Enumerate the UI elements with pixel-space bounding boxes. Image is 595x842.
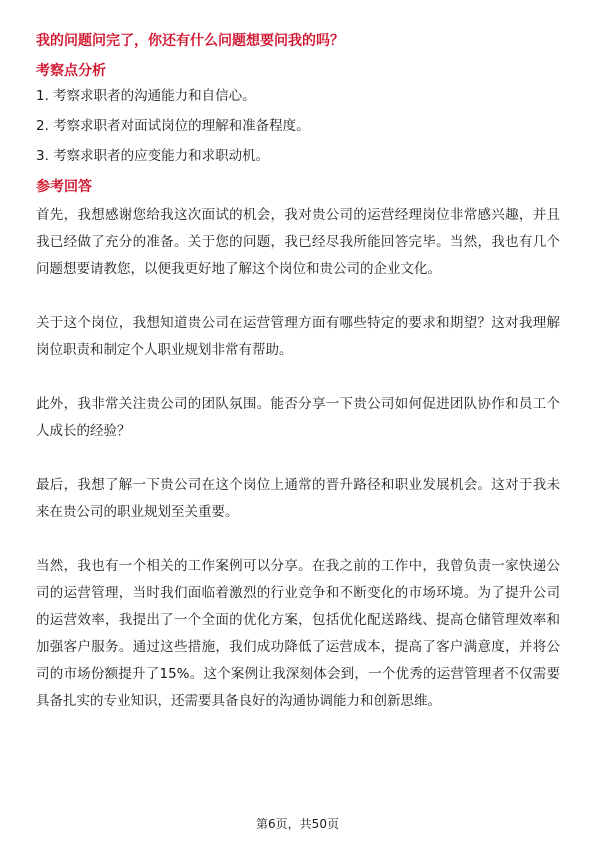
answer-paragraph: 首先，我想感谢您给我这次面试的机会，我对贵公司的运营经理岗位非常感兴趣，并且我已经做了充分的准备。关于您的问题，我已经尽我所能回答完毕。当然，我也有几个问题想要请教您，以便我更好地了解这个岗位和贵公司的企业文化。 (36, 207, 560, 277)
answer-paragraph: 此外，我非常关注贵公司的团队氛围。能否分享一下贵公司如何促进团队协作和员工个人成长的经验？ (36, 396, 560, 439)
answer-paragraph: 关于这个岗位，我想知道贵公司在运营管理方面有哪些特定的要求和期望？这对我理解岗位职责和制定个人职业规划非常有帮助。 (36, 315, 560, 358)
answer-paragraph: 最后，我想了解一下贵公司在这个岗位上通常的晋升路径和职业发展机会。这对于我未来在贵公司的职业规划至关重要。 (36, 477, 560, 520)
answer-paragraph: 当然，我也有一个相关的工作案例可以分享。在我之前的工作中，我曾负责一家快递公司的运营管理，当时我们面临着激烈的行业竞争和不断变化的市场环境。为了提升公司的运营效率，我提出了一个全面的优化方案，包括优化配送路线、提高仓储管理效率和加强客户服务。通过这些措施，我们成功降低了运营成本，提高了客户满意度，并将公司的市场份额提升了15%。这个案例让我深刻体会到，一个优秀的运营管理者不仅需要具备扎实的专业知识，还需要具备良好的沟通协调能力和创新思维。 (36, 558, 560, 709)
list-item: 1. 考察求职者的沟通能力和自信心。 (36, 88, 256, 104)
answer-title: 参考回答 (36, 179, 92, 195)
analysis-list (36, 86, 560, 166)
question-heading: 我的问题问完了，你还有什么问题想要问我的吗？ (36, 33, 344, 49)
list-item: 2. 考察求职者对面试岗位的理解和准备程度。 (36, 118, 310, 134)
page-content (36, 30, 560, 742)
page-footer: 第6页，共50页 (256, 817, 339, 831)
list-item: 3. 考察求职者的应变能力和求职动机。 (36, 148, 270, 164)
analysis-title: 考察点分析 (36, 63, 106, 79)
